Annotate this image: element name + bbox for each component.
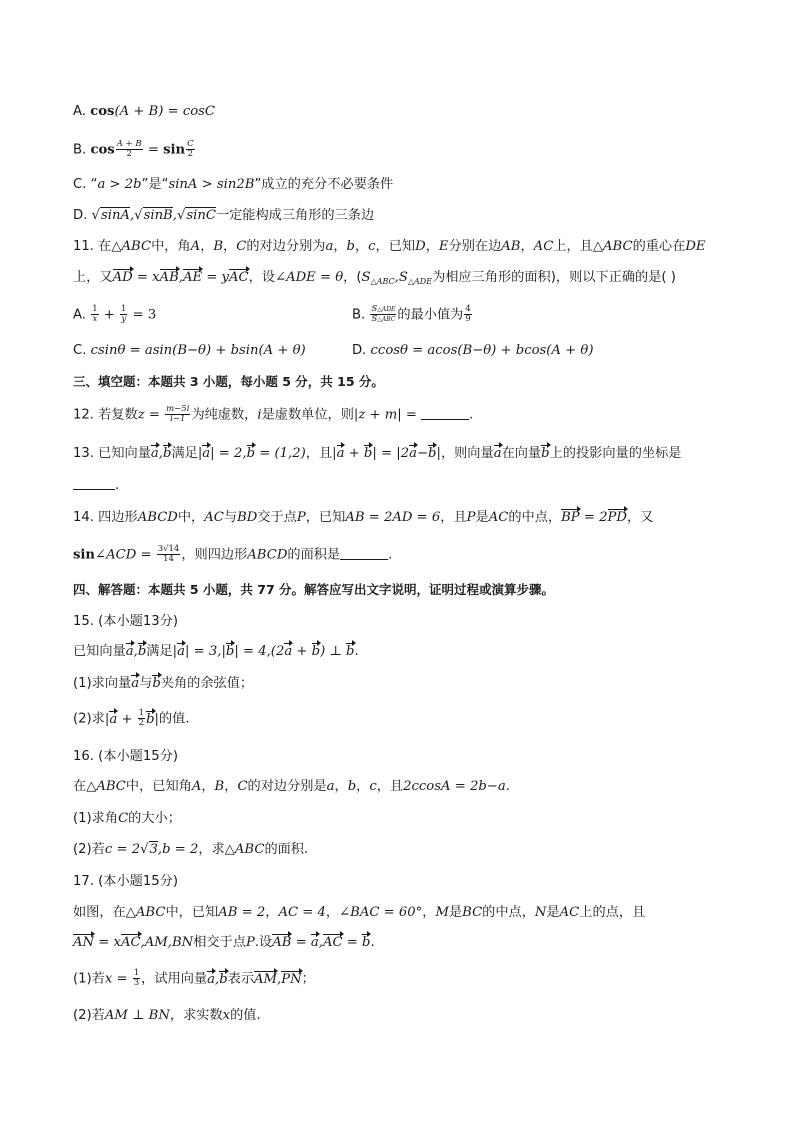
answer-blank xyxy=(73,477,115,490)
q11-option-a: A. $\frac{1}{x}$ + $\frac{1}{y}$ = 3 xyxy=(73,304,157,324)
text: 14. 四边形 xyxy=(73,510,138,525)
text: 表示 xyxy=(227,971,255,987)
q16-stem: 在△ABC中，已知角A，B，C的对边分别是a，b，c，且2ccosA = 2b−a. xyxy=(73,779,510,794)
option-label: A. xyxy=(73,104,91,119)
text: . xyxy=(115,478,120,493)
q11-option-b: B. $\frac{\text{S△ADE}}{\text{S△ABC}}$ 的最小值为 $\frac{4}{9}$ xyxy=(352,304,471,324)
text: 交于点 xyxy=(257,510,297,525)
answer-blank xyxy=(340,547,388,560)
q10-option-d: D. √sinA,√sinB,√sinC一定能构成三角形的三条边 xyxy=(73,208,375,223)
text: ，已知 xyxy=(305,510,346,525)
text: 的值. xyxy=(230,1008,261,1023)
text: ，已知 xyxy=(375,239,416,254)
text: 一定能构成三角形的三条边 xyxy=(215,208,375,223)
text: 是 xyxy=(475,510,489,525)
q11-line-1: 11. 在△ABC中，角A，B，C的对边分别为a，b，c，已知D，E分别在边AB，AC上，且△ABC的重心在DE xyxy=(73,239,706,254)
text: 12. 若复数 xyxy=(73,407,138,423)
q17-stem-2: AN = xAC,AM,BN相交于点P.设AB = a,AC = b. xyxy=(73,933,375,953)
option-label: B. xyxy=(73,142,91,158)
text: . xyxy=(469,407,474,423)
text: (1)若 xyxy=(73,971,105,987)
q10-option-c: C. “a > 2b”是“sinA > sin2B”成立的充分不必要条件 xyxy=(73,177,394,192)
section-4-title: 四、解答题：本题共 5 小题，共 77 分。解答应写出文字说明，证明过程或演算步骤。 xyxy=(73,582,555,597)
q17-part-1: (1)若x = $\frac{1}{3}$ ，试用向量a,b表示AM,PN； xyxy=(73,968,315,988)
text: ，且 xyxy=(440,510,467,525)
text: 中，已知角 xyxy=(125,779,192,794)
text: 的对边分别为 xyxy=(246,239,326,254)
q11-option-c: C. csinθ = asin(B−θ) + bsin(A + θ) xyxy=(73,343,306,358)
text: 夹角的余弦值； xyxy=(160,676,254,691)
text: 的中点， xyxy=(508,510,562,525)
q16-part-1: (1)求角C的大小； xyxy=(73,811,181,826)
text: 的最小值为 xyxy=(397,307,464,323)
text: 为相应三角形的面积)，则以下正确的是( ) xyxy=(432,270,676,285)
text: ，则四边形 xyxy=(181,547,248,563)
text: “ xyxy=(90,177,98,192)
text: 上的点，且 xyxy=(579,905,646,920)
text: 相交于点 xyxy=(193,935,246,950)
text: 分别在边 xyxy=(448,239,502,254)
q12: 12. 若复数z = $\frac{m-5i}{i-1}$ 为纯虚数，i是虚数单位，则|z + m| = . xyxy=(73,404,474,424)
text: 在向量 xyxy=(501,446,542,461)
text: ，试用向量 xyxy=(141,971,208,987)
text: 如图，在 xyxy=(73,905,126,920)
text: 已知向量 xyxy=(73,644,126,659)
text: 满足 xyxy=(171,446,198,461)
section-3-title: 三、填空题：本题共 3 小题，每小题 5 分，共 15 分。 xyxy=(73,374,384,389)
text: 是 xyxy=(546,905,560,920)
text: ，且 xyxy=(305,446,333,461)
text: ，( xyxy=(343,270,362,285)
text: 上，且 xyxy=(553,239,593,254)
text: 上，又 xyxy=(73,270,113,285)
text: 的面积. xyxy=(264,842,309,857)
text: 是虚数单位，则 xyxy=(261,407,354,423)
q13-line-2 xyxy=(73,476,119,496)
text: 的大小； xyxy=(128,811,181,826)
q15-part-1: (1)求向量a与b夹角的余弦值； xyxy=(73,674,253,694)
text: 为纯虚数， xyxy=(191,407,258,423)
text: . xyxy=(388,547,393,563)
text: ，则向量 xyxy=(440,446,494,461)
text: 的重心在 xyxy=(632,239,686,254)
text: .设 xyxy=(254,935,273,950)
q16-part-2: (2)若c = 2√3,b = 2，求△ABC的面积. xyxy=(73,842,309,857)
text: (2)若 xyxy=(73,842,105,857)
text: 在 xyxy=(73,779,87,794)
text: 上的投影向量的坐标是 xyxy=(549,446,682,461)
q11-option-d: D. ccosθ = acos(B−θ) + bcos(A + θ) xyxy=(352,343,594,358)
q16-header: 16. (本小题15分) xyxy=(73,749,178,764)
text: ，求实数 xyxy=(169,1008,223,1023)
text: ”是“ xyxy=(141,177,169,192)
text: 11. 在 xyxy=(73,239,112,254)
option-label: A. xyxy=(73,307,91,323)
option-label: C. xyxy=(73,177,91,192)
text: 的值. xyxy=(158,711,190,727)
text: 的对边分别是 xyxy=(247,779,327,794)
q10-option-a: A. cos(A + B) = cosC xyxy=(73,104,216,119)
q14-line-2: sin∠ACD = $\frac{3√14}{14}$ ，则四边形ABCD的面积是 . xyxy=(73,544,393,564)
text: ”成立的充分不必要条件 xyxy=(254,177,394,192)
text: (1)求向量 xyxy=(73,676,132,691)
text: ，设 xyxy=(248,270,276,285)
q17-part-2: (2)若AM ⊥ BN，求实数x的值. xyxy=(73,1008,261,1023)
text: 13. 已知向量 xyxy=(73,446,151,461)
text: 与 xyxy=(139,676,153,691)
option-label: D. xyxy=(352,343,371,358)
q13-line-1: 13. 已知向量a,b满足|a| = 2,b = (1,2)，且|a + b| = |2a−b|，则向量a在向量b上的投影向量的坐标是 xyxy=(73,444,681,464)
q17-header: 17. (本小题15分) xyxy=(73,874,178,889)
text: 的面积是 xyxy=(287,547,341,563)
option-label: B. xyxy=(352,307,370,323)
text: 满足 xyxy=(146,644,173,659)
text: (2)若 xyxy=(73,1008,105,1023)
q15-stem: 已知向量a,b满足|a| = 3,|b| = 4,(2a + b) ⊥ b. xyxy=(73,642,359,662)
text: ，求 xyxy=(198,842,225,857)
q15-header: 15. (本小题13分) xyxy=(73,614,178,629)
option-label: C. xyxy=(73,343,91,358)
option-label: D. xyxy=(73,208,92,223)
answer-blank xyxy=(421,407,469,420)
text: (2)求 xyxy=(73,711,105,727)
text: ， xyxy=(422,905,436,920)
text: 是 xyxy=(448,905,463,920)
text: 与 xyxy=(223,510,238,525)
text: 中，角 xyxy=(151,239,191,254)
text: (1)求角 xyxy=(73,811,119,826)
text: ，且 xyxy=(376,779,404,794)
text: 中，已知 xyxy=(165,905,219,920)
q17-stem-1: 如图，在△ABC中，已知AB = 2，AC = 4，∠BAC = 60°，M是BC的中点，N是AC上的点，且 xyxy=(73,905,646,920)
q11-line-2: 上，又AD = xAB,AE = yAC，设∠ADE = θ，($S_{\triangle ABC},S_{\triangle ADE}$为相应三角形的面积)，则以下正确的是( ) xyxy=(73,270,676,286)
q15-part-2: (2)求|a + $\frac{1}{2}$ b|的值. xyxy=(73,708,190,728)
q14-line-1: 14. 四边形ABCD中，AC与BD交于点P，已知AB = 2AD = 6，且P是AC的中点，BP = 2PD，又 xyxy=(73,508,653,528)
text: ，又 xyxy=(626,510,654,525)
text: 中， xyxy=(177,510,205,525)
text: 的中点， xyxy=(482,905,535,920)
text: . xyxy=(505,779,510,794)
q10-option-b: B. cos $\frac{A + B}{2}$ = sin $\frac{C}{2}$ xyxy=(73,139,194,159)
